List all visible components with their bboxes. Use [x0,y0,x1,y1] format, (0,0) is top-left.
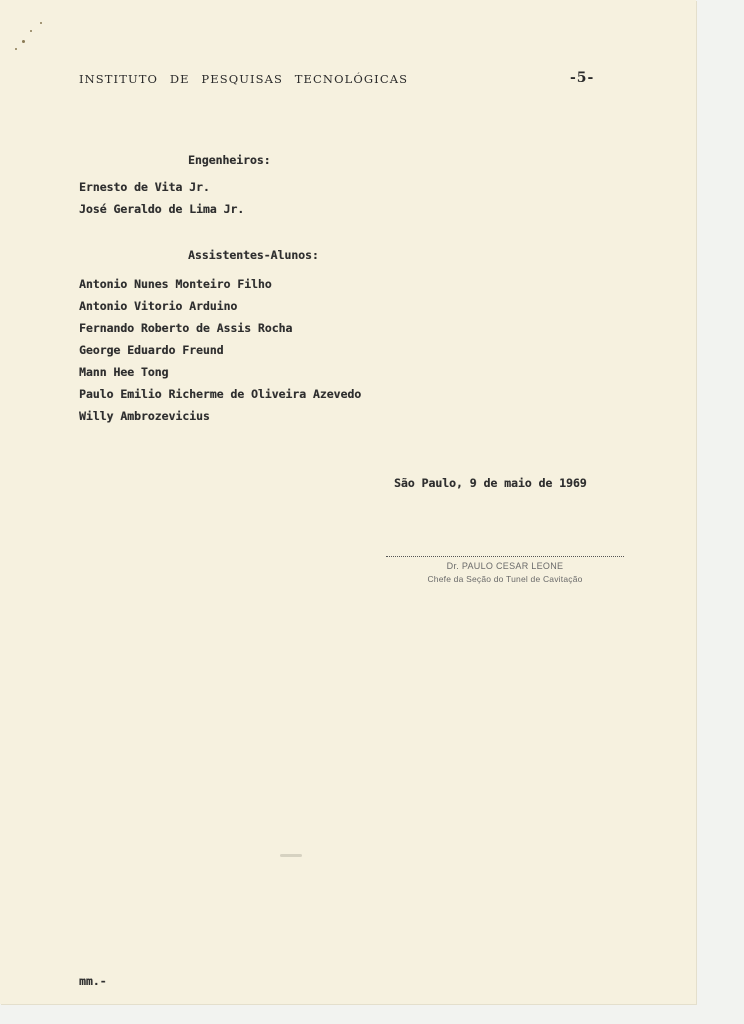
assistentes-list [79,273,361,427]
engenheiros-heading: Engenheiros: [188,153,271,167]
page-number: -5- [570,70,595,86]
paper-smudge [280,854,302,857]
list-item: José Geraldo de Lima Jr. [79,202,245,216]
assistentes-heading: Assistentes-Alunos: [188,248,319,262]
paper-speck [22,40,25,43]
list-item: Willy Ambrozevicius [79,409,210,423]
signature-line [386,556,624,557]
list-item: Antonio Nunes Monteiro Filho [79,277,272,291]
institution-header: INSTITUTO DE PESQUISAS TECNOLÓGICAS [79,72,409,86]
paper-speck [40,22,42,24]
list-item: George Eduardo Freund [79,343,224,357]
place-and-date: São Paulo, 9 de maio de 1969 [394,476,587,490]
list-item: Ernesto de Vita Jr. [79,180,210,194]
list-item: Antonio Vitorio Arduino [79,299,238,313]
paper-speck [30,30,32,32]
list-item: Fernando Roberto de Assis Rocha [79,321,293,335]
paper-speck [15,48,17,50]
list-item: Mann Hee Tong [79,365,169,379]
engenheiros-list [79,176,244,220]
typist-initials: mm.- [79,974,107,988]
signatory-name: Dr. PAULO CESAR LEONE [446,561,564,571]
list-item: Paulo Emilio Richerme de Oliveira Azevedo [79,387,362,401]
signatory-role: Chefe da Seção do Tunel de Cavitação [427,574,583,584]
